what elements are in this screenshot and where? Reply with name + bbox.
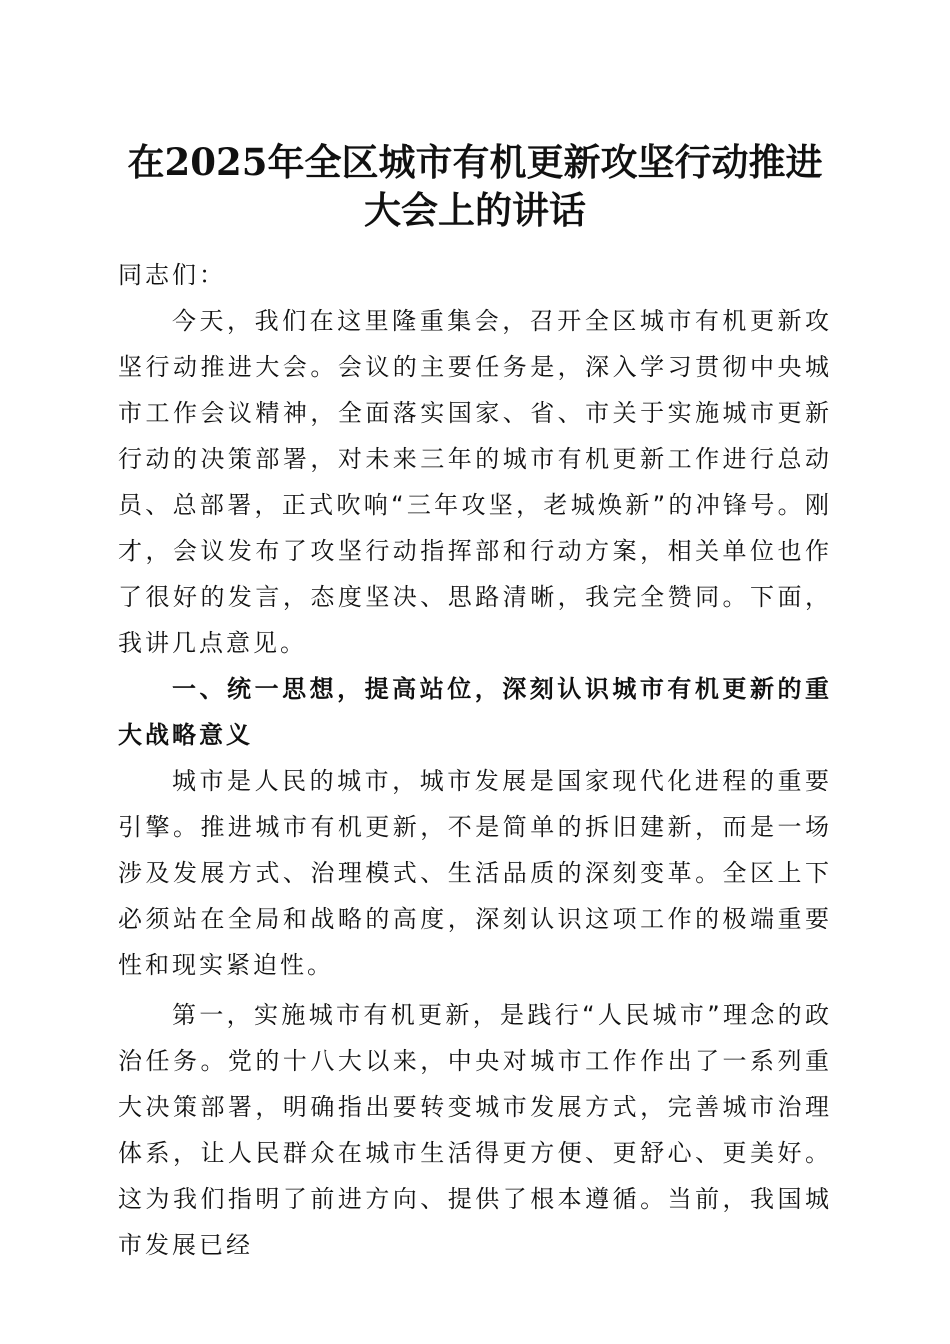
paragraph-section-1: 城市是人民的城市，城市发展是国家现代化进程的重要引擎。推进城市有机更新，不是简单的拆旧建新，而是一场涉及发展方式、治理模式、生活品质的深刻变革。全区上下必须站在全局和战略的高度，深刻认识这项工作的极端重要性和现实紧迫性。 [118,767,832,979]
paragraph-intro: 今天，我们在这里隆重集会，召开全区城市有机更新攻坚行动推进大会。会议的主要任务是，深入学习贯彻中央城市工作会议精神，全面落实国家、省、市关于实施城市更新行动的决策部署，对未来三年的城市有机更新工作进行总动员、总部署，正式吹响“三年攻坚，老城焕新”的冲锋号。刚才，会议发布了攻坚行动指挥部和行动方案，相关单位也作了很好的发言，态度坚决、思路清晰，我完全赞同。下面，我讲几点意见。 [118,307,832,657]
salutation: 同志们： [118,261,226,289]
section-heading-1: 一、统一思想，提高站位，深刻认识城市有机更新的重大战略意义 [118,675,832,749]
document-body [118,252,832,1268]
paragraph-point-1: 第一，实施城市有机更新，是践行“人民城市”理念的政治任务。党的十八大以来，中央对城市工作作出了一系列重大决策部署，明确指出要转变城市发展方式，完善城市治理体系，让人民群众在城市生活得更方便、更舒心、更美好。这为我们指明了前进方向、提供了根本遵循。当前，我国城市发展已经 [118,1001,832,1259]
document-title: 在2025年全区城市有机更新攻坚行动推进大会上的讲话 [127,140,823,232]
